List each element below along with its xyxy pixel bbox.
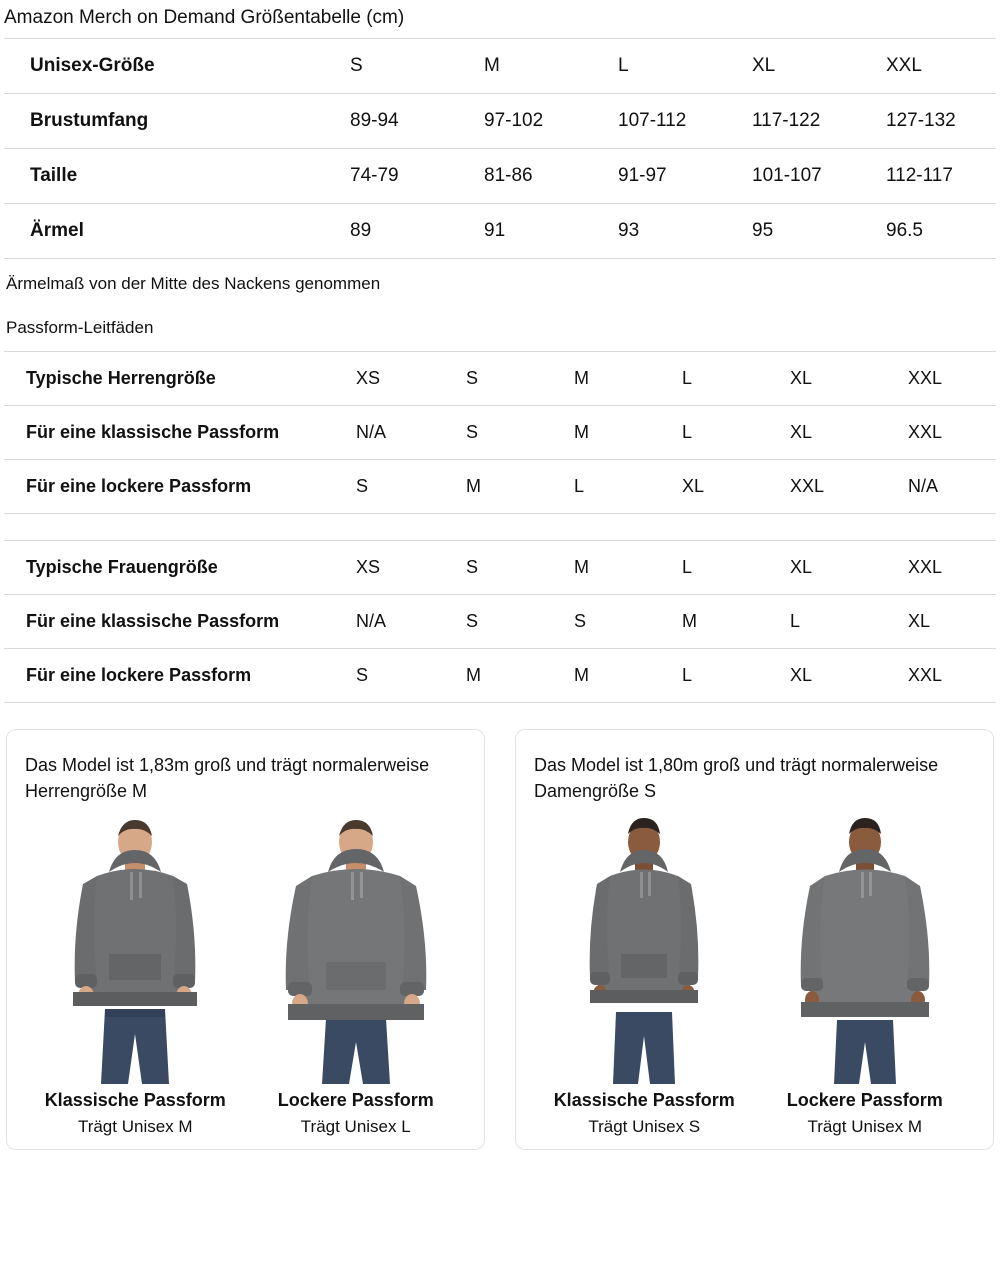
model-figures	[25, 814, 466, 1137]
cell: XL	[790, 541, 908, 595]
table-row	[4, 541, 996, 595]
figure-male-classic	[25, 814, 246, 1137]
table-row	[4, 204, 996, 259]
table-row	[4, 649, 996, 703]
cell: N/A	[356, 595, 466, 649]
model-figures	[534, 814, 975, 1137]
row-label: Unisex-Größe	[4, 39, 350, 94]
cell: S	[356, 649, 466, 703]
cell: S	[350, 39, 484, 94]
cell: 127-132	[886, 94, 996, 149]
cell: XXL	[908, 406, 996, 460]
fit-guides-heading: Passform-Leitfäden	[6, 318, 154, 337]
cell: XXL	[790, 460, 908, 514]
cell: XXL	[908, 352, 996, 406]
model-card-caption: Das Model ist 1,83m groß und trägt normalerweise Herrengröße M	[25, 755, 430, 801]
cell: 97-102	[484, 94, 618, 149]
table-row	[4, 460, 996, 514]
cell: XL	[908, 595, 996, 649]
mens-fit-table-body	[4, 352, 996, 514]
cell: S	[466, 595, 574, 649]
figure-label: Lockere Passform	[786, 1090, 943, 1110]
cell: M	[466, 460, 574, 514]
womens-fit-table-body	[4, 541, 996, 703]
cell: L	[574, 460, 682, 514]
female-hoodie-relaxed-illustration	[765, 814, 965, 1084]
male-hoodie-classic-illustration	[35, 814, 235, 1084]
cell: 117-122	[752, 94, 886, 149]
cell: N/A	[908, 460, 996, 514]
cell: 96.5	[886, 204, 996, 259]
cell: 93	[618, 204, 752, 259]
table-row	[4, 352, 996, 406]
cell: 101-107	[752, 149, 886, 204]
figure-sublabel: Trägt Unisex S	[588, 1117, 701, 1136]
measurement-note: Ärmelmaß von der Mitte des Nackens genommen	[6, 274, 381, 293]
model-card-caption: Das Model ist 1,80m groß und trägt normalerweise Damengröße S	[534, 755, 939, 801]
row-label: Für eine klassische Passform	[4, 595, 356, 649]
cell: M	[574, 649, 682, 703]
female-hoodie-classic-illustration	[544, 814, 744, 1084]
page-title: Amazon Merch on Demand Größentabelle (cm)	[4, 7, 405, 28]
cell: L	[682, 541, 790, 595]
figure-label: Klassische Passform	[553, 1090, 735, 1110]
cell: XL	[682, 460, 790, 514]
womens-fit-table	[4, 540, 996, 703]
figure-label: Lockere Passform	[277, 1090, 434, 1110]
cell: S	[466, 406, 574, 460]
row-label: Taille	[4, 149, 350, 204]
cell: S	[466, 541, 574, 595]
row-label: Ärmel	[4, 204, 350, 259]
figure-sublabel: Trägt Unisex M	[77, 1117, 193, 1136]
cell: L	[682, 352, 790, 406]
mens-fit-table	[4, 351, 996, 514]
table-row	[4, 149, 996, 204]
cell: L	[682, 649, 790, 703]
cell: L	[618, 39, 752, 94]
figure-sublabel: Trägt Unisex M	[807, 1117, 923, 1136]
figure-label: Klassische Passform	[44, 1090, 226, 1110]
figure-female-relaxed	[755, 814, 976, 1137]
cell: L	[682, 406, 790, 460]
cell: 91	[484, 204, 618, 259]
cell: XS	[356, 541, 466, 595]
cell: XXL	[908, 649, 996, 703]
figure-female-classic	[534, 814, 755, 1137]
cell: N/A	[356, 406, 466, 460]
cell: XL	[790, 352, 908, 406]
cell: 89	[350, 204, 484, 259]
cell: 91-97	[618, 149, 752, 204]
cell: S	[574, 595, 682, 649]
figure-male-relaxed	[246, 814, 467, 1137]
cell: XS	[356, 352, 466, 406]
cell: L	[790, 595, 908, 649]
cell: M	[574, 352, 682, 406]
row-label: Brustumfang	[4, 94, 350, 149]
cell: M	[682, 595, 790, 649]
cell: 112-117	[886, 149, 996, 204]
model-card-womens	[515, 729, 994, 1150]
cell: XXL	[886, 39, 996, 94]
table-spacer	[4, 514, 996, 540]
cell: XL	[790, 649, 908, 703]
figure-sublabel: Trägt Unisex L	[300, 1117, 411, 1136]
cell: XXL	[908, 541, 996, 595]
row-label: Für eine lockere Passform	[4, 649, 356, 703]
cell: M	[574, 541, 682, 595]
row-label: Für eine lockere Passform	[4, 460, 356, 514]
unisex-size-table-body	[4, 39, 996, 259]
cell: 74-79	[350, 149, 484, 204]
cell: XL	[790, 406, 908, 460]
cell: S	[356, 460, 466, 514]
table-row	[4, 595, 996, 649]
unisex-size-table	[4, 38, 996, 259]
male-hoodie-relaxed-illustration	[256, 814, 456, 1084]
table-row	[4, 39, 996, 94]
row-label: Für eine klassische Passform	[4, 406, 356, 460]
table-row	[4, 406, 996, 460]
cell: 107-112	[618, 94, 752, 149]
cell: 89-94	[350, 94, 484, 149]
model-cards-row	[4, 729, 996, 1150]
model-card-mens	[6, 729, 485, 1150]
cell: 95	[752, 204, 886, 259]
row-label: Typische Frauengröße	[4, 541, 356, 595]
cell: M	[466, 649, 574, 703]
row-label: Typische Herrengröße	[4, 352, 356, 406]
table-row	[4, 94, 996, 149]
cell: M	[484, 39, 618, 94]
cell: S	[466, 352, 574, 406]
cell: M	[574, 406, 682, 460]
cell: 81-86	[484, 149, 618, 204]
cell: XL	[752, 39, 886, 94]
